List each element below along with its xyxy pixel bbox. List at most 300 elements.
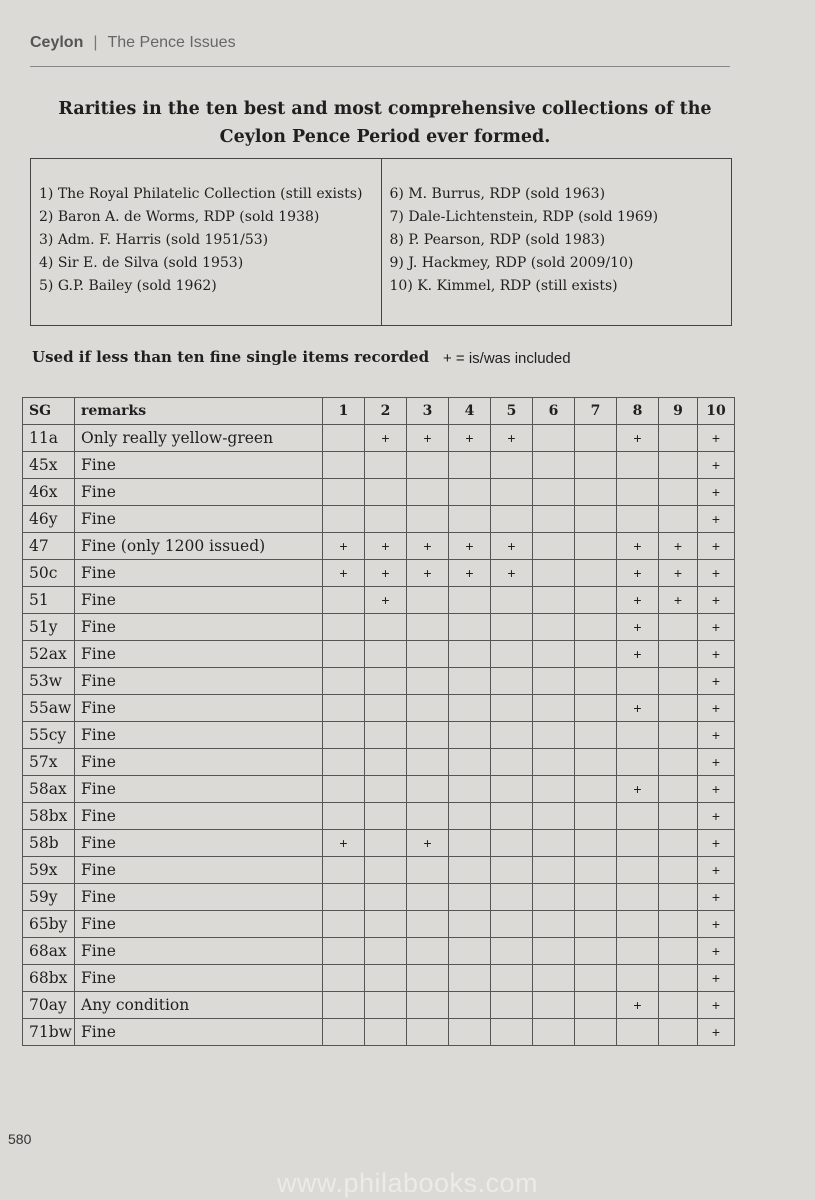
inclusion-mark xyxy=(533,560,575,587)
inclusion-mark xyxy=(491,452,533,479)
table-row xyxy=(23,560,735,587)
inclusion-mark xyxy=(323,803,365,830)
inclusion-mark xyxy=(575,722,617,749)
inclusion-mark xyxy=(323,722,365,749)
inclusion-mark xyxy=(575,641,617,668)
inclusion-mark xyxy=(407,857,449,884)
inclusion-mark xyxy=(617,668,659,695)
collections-list-right xyxy=(381,159,732,325)
inclusion-mark xyxy=(491,479,533,506)
table-row xyxy=(23,830,735,857)
inclusion-mark xyxy=(533,641,575,668)
inclusion-mark: + xyxy=(659,587,698,614)
inclusion-mark: + xyxy=(449,425,491,452)
sg-number: 55aw xyxy=(23,695,75,722)
inclusion-mark xyxy=(659,1019,698,1046)
inclusion-mark: + xyxy=(617,641,659,668)
inclusion-mark xyxy=(365,506,407,533)
inclusion-mark: + xyxy=(698,938,735,965)
inclusion-mark xyxy=(575,749,617,776)
table-row xyxy=(23,479,735,506)
inclusion-mark xyxy=(491,938,533,965)
inclusion-mark xyxy=(533,911,575,938)
inclusion-mark xyxy=(659,749,698,776)
inclusion-mark xyxy=(533,830,575,857)
inclusion-mark xyxy=(617,722,659,749)
inclusion-mark xyxy=(323,749,365,776)
remarks-cell: Fine xyxy=(75,911,323,938)
inclusion-mark: + xyxy=(659,533,698,560)
inclusion-mark xyxy=(533,749,575,776)
remarks-cell: Any condition xyxy=(75,992,323,1019)
inclusion-mark xyxy=(323,641,365,668)
inclusion-mark xyxy=(365,776,407,803)
inclusion-mark xyxy=(365,992,407,1019)
inclusion-mark: + xyxy=(698,830,735,857)
inclusion-mark xyxy=(365,938,407,965)
inclusion-mark: + xyxy=(323,830,365,857)
sg-number: 47 xyxy=(23,533,75,560)
table-row xyxy=(23,614,735,641)
header-collection-8: 8 xyxy=(617,398,659,425)
inclusion-mark xyxy=(491,668,533,695)
sg-number: 59y xyxy=(23,884,75,911)
inclusion-mark xyxy=(323,668,365,695)
inclusion-mark xyxy=(533,614,575,641)
inclusion-mark xyxy=(617,911,659,938)
inclusion-mark xyxy=(575,695,617,722)
inclusion-mark xyxy=(407,614,449,641)
header-sg: SG xyxy=(23,398,75,425)
sg-number: 70ay xyxy=(23,992,75,1019)
inclusion-mark: + xyxy=(617,587,659,614)
inclusion-mark xyxy=(575,965,617,992)
table-row xyxy=(23,992,735,1019)
inclusion-mark xyxy=(617,857,659,884)
inclusion-mark xyxy=(575,614,617,641)
inclusion-mark xyxy=(365,641,407,668)
remarks-cell: Fine xyxy=(75,452,323,479)
table-header-row xyxy=(23,398,735,425)
inclusion-mark xyxy=(491,884,533,911)
inclusion-mark xyxy=(617,1019,659,1046)
inclusion-mark: + xyxy=(617,425,659,452)
inclusion-mark: + xyxy=(323,533,365,560)
inclusion-mark xyxy=(449,776,491,803)
inclusion-mark: + xyxy=(365,533,407,560)
inclusion-mark: + xyxy=(698,668,735,695)
inclusion-mark xyxy=(659,614,698,641)
inclusion-mark xyxy=(365,695,407,722)
inclusion-mark xyxy=(575,884,617,911)
inclusion-mark: + xyxy=(698,452,735,479)
remarks-cell: Fine xyxy=(75,668,323,695)
inclusion-mark xyxy=(407,1019,449,1046)
sg-number: 46y xyxy=(23,506,75,533)
inclusion-mark xyxy=(365,614,407,641)
inclusion-mark: + xyxy=(698,641,735,668)
inclusion-mark xyxy=(533,425,575,452)
inclusion-mark: + xyxy=(698,506,735,533)
inclusion-mark xyxy=(365,911,407,938)
remarks-cell: Fine xyxy=(75,857,323,884)
remarks-cell: Fine xyxy=(75,965,323,992)
inclusion-mark xyxy=(533,452,575,479)
inclusion-mark xyxy=(575,938,617,965)
inclusion-mark xyxy=(533,1019,575,1046)
inclusion-mark xyxy=(617,452,659,479)
page-title: Rarities in the ten best and most comprehensive collections of the Ceylon Pence Period ever formed. xyxy=(58,99,712,147)
inclusion-mark xyxy=(575,587,617,614)
remarks-cell: Fine xyxy=(75,560,323,587)
inclusion-mark xyxy=(449,803,491,830)
sg-number: 58b xyxy=(23,830,75,857)
inclusion-mark: + xyxy=(698,425,735,452)
inclusion-mark xyxy=(659,857,698,884)
sg-number: 50c xyxy=(23,560,75,587)
inclusion-mark xyxy=(449,506,491,533)
inclusion-mark xyxy=(323,506,365,533)
running-head xyxy=(30,34,236,52)
inclusion-mark: + xyxy=(698,695,735,722)
remarks-cell: Fine xyxy=(75,830,323,857)
inclusion-mark xyxy=(533,803,575,830)
inclusion-mark: + xyxy=(491,533,533,560)
inclusion-mark xyxy=(575,425,617,452)
rarities-table xyxy=(22,397,735,1046)
sg-number: 46x xyxy=(23,479,75,506)
inclusion-mark: + xyxy=(698,722,735,749)
inclusion-mark xyxy=(659,992,698,1019)
inclusion-mark xyxy=(323,965,365,992)
inclusion-mark: + xyxy=(365,587,407,614)
inclusion-mark: + xyxy=(698,587,735,614)
inclusion-mark xyxy=(449,749,491,776)
table-body xyxy=(23,425,735,1046)
inclusion-mark xyxy=(533,506,575,533)
sg-number: 53w xyxy=(23,668,75,695)
inclusion-mark xyxy=(659,938,698,965)
table-row xyxy=(23,1019,735,1046)
remarks-cell: Only really yellow-green xyxy=(75,425,323,452)
remarks-cell: Fine xyxy=(75,587,323,614)
collection-item: 9) J. Hackmey, RDP (sold 2009/10) xyxy=(389,255,634,271)
inclusion-mark: + xyxy=(617,695,659,722)
inclusion-mark: + xyxy=(617,776,659,803)
remarks-cell: Fine xyxy=(75,722,323,749)
remarks-cell: Fine xyxy=(75,614,323,641)
inclusion-mark xyxy=(575,479,617,506)
collection-item: 4) Sir E. de Silva (sold 1953) xyxy=(39,255,244,271)
inclusion-mark: + xyxy=(698,614,735,641)
remarks-cell: Fine xyxy=(75,803,323,830)
inclusion-mark xyxy=(659,776,698,803)
inclusion-mark xyxy=(617,884,659,911)
inclusion-mark xyxy=(533,722,575,749)
header-remarks: remarks xyxy=(75,398,323,425)
inclusion-mark xyxy=(491,614,533,641)
inclusion-mark: + xyxy=(617,992,659,1019)
sg-number: 55cy xyxy=(23,722,75,749)
inclusion-mark xyxy=(575,857,617,884)
inclusion-mark xyxy=(617,938,659,965)
table-row xyxy=(23,695,735,722)
inclusion-mark xyxy=(323,614,365,641)
inclusion-mark: + xyxy=(365,560,407,587)
inclusion-mark xyxy=(449,695,491,722)
inclusion-mark xyxy=(323,479,365,506)
table-row xyxy=(23,668,735,695)
inclusion-mark: + xyxy=(407,830,449,857)
sg-number: 68ax xyxy=(23,938,75,965)
inclusion-mark xyxy=(659,641,698,668)
inclusion-mark xyxy=(491,965,533,992)
inclusion-mark: + xyxy=(698,1019,735,1046)
inclusion-mark xyxy=(407,992,449,1019)
inclusion-mark xyxy=(365,965,407,992)
inclusion-mark xyxy=(323,857,365,884)
inclusion-mark: + xyxy=(491,560,533,587)
sg-number: 52ax xyxy=(23,641,75,668)
remarks-cell: Fine xyxy=(75,749,323,776)
page-number: 580 xyxy=(8,1131,32,1147)
remarks-cell: Fine xyxy=(75,479,323,506)
inclusion-mark: + xyxy=(698,560,735,587)
inclusion-mark xyxy=(491,1019,533,1046)
header-collection-1: 1 xyxy=(323,398,365,425)
table-row xyxy=(23,776,735,803)
inclusion-mark xyxy=(659,479,698,506)
inclusion-mark xyxy=(449,1019,491,1046)
inclusion-mark xyxy=(491,506,533,533)
sg-number: 11a xyxy=(23,425,75,452)
inclusion-mark xyxy=(407,452,449,479)
inclusion-mark xyxy=(575,992,617,1019)
inclusion-mark: + xyxy=(698,776,735,803)
inclusion-mark xyxy=(491,803,533,830)
inclusion-mark xyxy=(365,749,407,776)
inclusion-mark xyxy=(533,479,575,506)
inclusion-mark xyxy=(533,533,575,560)
inclusion-mark xyxy=(617,803,659,830)
collections-list-left xyxy=(31,159,381,325)
inclusion-mark xyxy=(407,776,449,803)
sg-number: 71bw xyxy=(23,1019,75,1046)
table-row xyxy=(23,452,735,479)
inclusion-mark xyxy=(407,641,449,668)
inclusion-mark: + xyxy=(407,533,449,560)
inclusion-mark xyxy=(533,965,575,992)
sg-number: 59x xyxy=(23,857,75,884)
inclusion-mark xyxy=(407,965,449,992)
table-row xyxy=(23,938,735,965)
inclusion-mark: + xyxy=(698,965,735,992)
remarks-cell: Fine xyxy=(75,641,323,668)
inclusion-mark xyxy=(365,803,407,830)
table-row xyxy=(23,506,735,533)
collections-box xyxy=(30,158,732,326)
inclusion-mark xyxy=(575,560,617,587)
inclusion-mark xyxy=(533,857,575,884)
inclusion-mark: + xyxy=(698,479,735,506)
sg-number: 65by xyxy=(23,911,75,938)
header-rule xyxy=(30,66,730,67)
header-separator: | xyxy=(93,34,98,51)
inclusion-mark xyxy=(407,803,449,830)
inclusion-mark xyxy=(659,803,698,830)
inclusion-mark xyxy=(449,884,491,911)
sg-number: 57x xyxy=(23,749,75,776)
inclusion-mark: + xyxy=(659,560,698,587)
inclusion-mark xyxy=(365,668,407,695)
sg-number: 51 xyxy=(23,587,75,614)
inclusion-mark xyxy=(617,965,659,992)
inclusion-mark xyxy=(659,452,698,479)
section-title: The Pence Issues xyxy=(107,34,236,51)
inclusion-mark xyxy=(617,749,659,776)
header-collection-6: 6 xyxy=(533,398,575,425)
legend: + = is/was included xyxy=(443,350,571,367)
inclusion-mark xyxy=(449,479,491,506)
inclusion-mark: + xyxy=(617,614,659,641)
inclusion-mark xyxy=(659,884,698,911)
remarks-cell: Fine xyxy=(75,1019,323,1046)
inclusion-mark xyxy=(659,506,698,533)
inclusion-mark xyxy=(575,911,617,938)
inclusion-mark xyxy=(407,695,449,722)
inclusion-mark xyxy=(323,695,365,722)
inclusion-mark xyxy=(323,992,365,1019)
inclusion-mark xyxy=(575,803,617,830)
inclusion-mark xyxy=(491,776,533,803)
inclusion-mark xyxy=(365,452,407,479)
inclusion-mark xyxy=(533,938,575,965)
inclusion-mark xyxy=(533,884,575,911)
table-row xyxy=(23,857,735,884)
collection-item: 10) K. Kimmel, RDP (still exists) xyxy=(389,278,618,294)
inclusion-mark: + xyxy=(698,749,735,776)
inclusion-mark xyxy=(407,479,449,506)
inclusion-mark xyxy=(365,857,407,884)
inclusion-mark: + xyxy=(617,533,659,560)
inclusion-mark: + xyxy=(491,425,533,452)
sg-number: 68bx xyxy=(23,965,75,992)
inclusion-mark xyxy=(491,587,533,614)
inclusion-mark xyxy=(365,479,407,506)
inclusion-mark xyxy=(323,425,365,452)
inclusion-mark xyxy=(449,452,491,479)
inclusion-mark xyxy=(617,506,659,533)
inclusion-mark xyxy=(659,965,698,992)
table-row xyxy=(23,641,735,668)
inclusion-mark xyxy=(575,776,617,803)
inclusion-mark xyxy=(575,506,617,533)
inclusion-mark: + xyxy=(449,533,491,560)
inclusion-mark xyxy=(407,884,449,911)
inclusion-mark xyxy=(659,830,698,857)
collection-item: 8) P. Pearson, RDP (sold 1983) xyxy=(389,232,606,248)
inclusion-mark xyxy=(365,1019,407,1046)
inclusion-mark xyxy=(659,695,698,722)
inclusion-mark xyxy=(533,776,575,803)
inclusion-mark xyxy=(491,830,533,857)
inclusion-mark xyxy=(365,830,407,857)
inclusion-mark xyxy=(407,506,449,533)
inclusion-mark xyxy=(533,668,575,695)
remarks-cell: Fine xyxy=(75,506,323,533)
table-row xyxy=(23,911,735,938)
table-row xyxy=(23,803,735,830)
inclusion-mark xyxy=(491,722,533,749)
inclusion-mark xyxy=(449,938,491,965)
watermark: www.philabooks.com xyxy=(276,1168,539,1198)
table-row xyxy=(23,884,735,911)
inclusion-mark xyxy=(323,884,365,911)
inclusion-mark xyxy=(323,911,365,938)
inclusion-mark xyxy=(491,749,533,776)
collection-item: 7) Dale-Lichtenstein, RDP (sold 1969) xyxy=(389,209,659,225)
inclusion-mark xyxy=(449,992,491,1019)
inclusion-mark xyxy=(617,479,659,506)
inclusion-mark xyxy=(533,695,575,722)
header-collection-5: 5 xyxy=(491,398,533,425)
header-collection-2: 2 xyxy=(365,398,407,425)
table-row xyxy=(23,425,735,452)
remarks-cell: Fine xyxy=(75,938,323,965)
inclusion-mark: + xyxy=(698,992,735,1019)
inclusion-mark xyxy=(323,1019,365,1046)
table-row xyxy=(23,722,735,749)
inclusion-mark xyxy=(323,776,365,803)
inclusion-mark: + xyxy=(617,560,659,587)
inclusion-mark xyxy=(491,695,533,722)
inclusion-mark xyxy=(365,722,407,749)
inclusion-mark xyxy=(449,857,491,884)
inclusion-mark xyxy=(449,668,491,695)
inclusion-mark xyxy=(533,992,575,1019)
inclusion-mark xyxy=(449,587,491,614)
inclusion-mark: + xyxy=(323,560,365,587)
sg-number: 45x xyxy=(23,452,75,479)
header-collection-4: 4 xyxy=(449,398,491,425)
inclusion-mark xyxy=(659,911,698,938)
remarks-cell: Fine (only 1200 issued) xyxy=(75,533,323,560)
inclusion-mark xyxy=(449,614,491,641)
inclusion-mark xyxy=(575,1019,617,1046)
inclusion-mark: + xyxy=(698,803,735,830)
inclusion-mark: + xyxy=(407,560,449,587)
inclusion-mark xyxy=(323,452,365,479)
inclusion-mark xyxy=(449,722,491,749)
inclusion-mark xyxy=(659,425,698,452)
inclusion-mark: + xyxy=(698,533,735,560)
inclusion-mark: + xyxy=(365,425,407,452)
used-note: Used if less than ten fine single items recorded xyxy=(32,348,430,366)
inclusion-mark xyxy=(323,587,365,614)
inclusion-mark xyxy=(407,911,449,938)
inclusion-mark: + xyxy=(698,911,735,938)
collection-item: 3) Adm. F. Harris (sold 1951/53) xyxy=(39,232,269,248)
inclusion-mark xyxy=(491,857,533,884)
table-row xyxy=(23,587,735,614)
inclusion-mark: + xyxy=(698,857,735,884)
remarks-cell: Fine xyxy=(75,695,323,722)
inclusion-mark xyxy=(617,830,659,857)
inclusion-mark xyxy=(407,749,449,776)
inclusion-mark xyxy=(575,830,617,857)
inclusion-mark: + xyxy=(449,560,491,587)
inclusion-mark xyxy=(575,668,617,695)
